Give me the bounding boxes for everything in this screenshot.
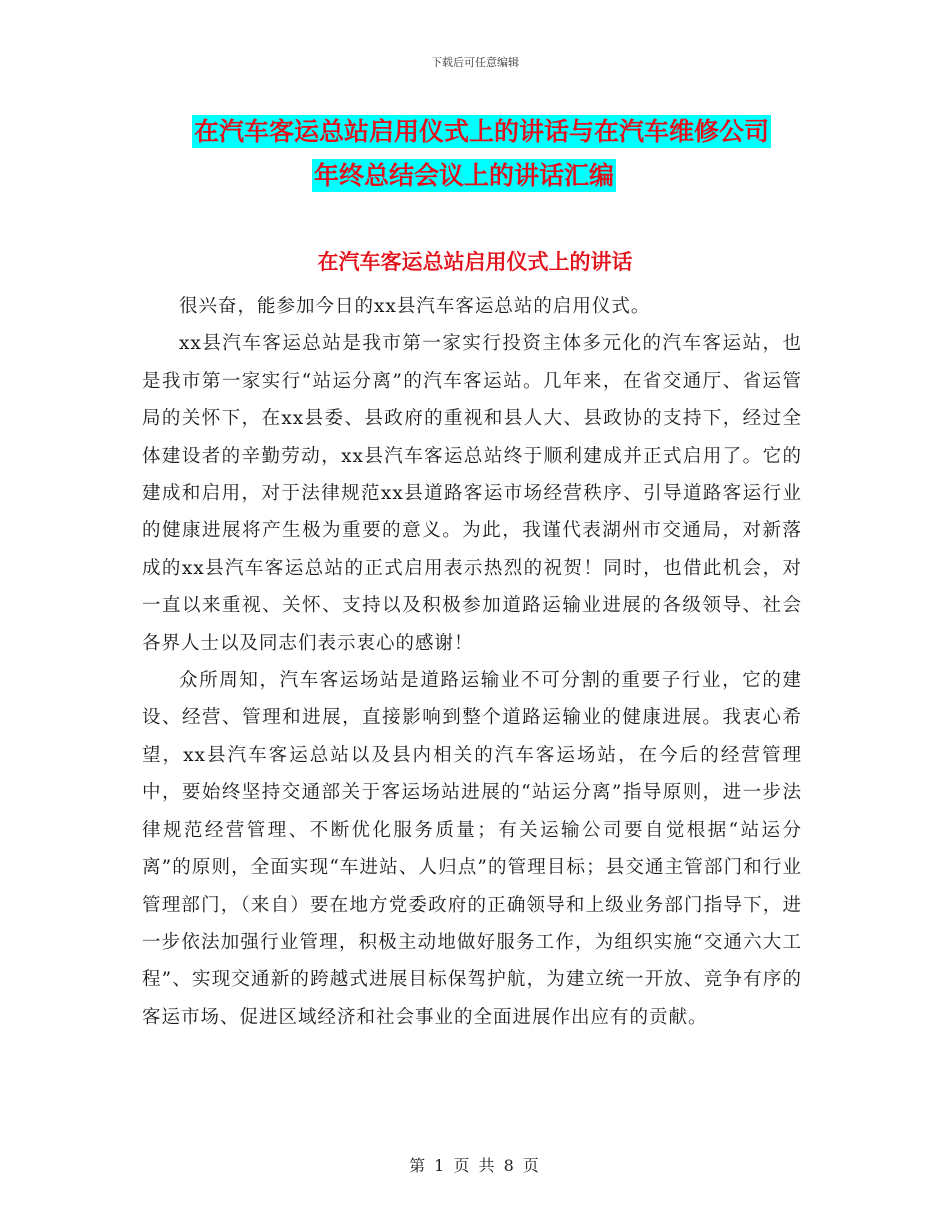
section-heading: 在汽车客运总站启用仪式上的讲话 (317, 250, 633, 274)
speech-paragraph: 众所周知，汽车客运场站是道路运输业不可分割的重要子行业，它的建设、经营、管理和进展，直接影响到整个道路运输业的健康进展。我衷心希望，xx县汽车客运总站以及县内相关的汽车客运场站，在今后的经营管理中，要始终坚持交通部关于客运场站进展的“站运分离”指导原则，进一步法律规范经营管理、不断优化服务质量；有关运输公司要自觉根据“站运分离”的原则，全面实现“车进站、人归点”的管理目标；县交通主管部门和行业管理部门，（来自）要在地方党委政府的正确领导和上级业务部门指导下，进一步依法加强行业管理，积极主动地做好服务工作，为组织实施“交通六大工程”、实现交通新的跨越式进展目标保驾护航，为建立统一开放、竞争有序的客运市场、促进区域经济和社会事业的全面进展作出应有的贡献。 (142, 670, 802, 1028)
page-header-note: 下载后可任意编辑 (431, 56, 519, 69)
document-title-line-2 (192, 154, 812, 198)
speech-paragraph: 很兴奋，能参加今日的xx县汽车客运总站的启用仪式。 (179, 296, 651, 317)
document-title-line-2-text: 年终总结会议上的讲话汇编 (314, 161, 615, 190)
document-title (192, 110, 812, 198)
page-number: 第 1 页 共 8 页 (409, 1156, 541, 1175)
speech-body (142, 288, 802, 1036)
document-title-line-1-text: 在汽车客运总站启用仪式上的讲话与在汽车维修公司 (194, 117, 770, 146)
document-title-line-1 (192, 110, 812, 154)
speech-paragraph: xx县汽车客运总站是我市第一家实行投资主体多元化的汽车客运站，也是我市第一家实行“站运分离”的汽车客运站。几年来，在省交通厅、省运管局的关怀下，在xx县委、县政府的重视和县人大、县政协的支持下，经过全体建设者的辛勤劳动，xx县汽车客运总站终于顺利建成并正式启用了。它的建成和启用，对于法律规范xx县道路客运市场经营秩序、引导道路客运行业的健康进展将产生极为重要的意义。为此，我谨代表湖州市交通局，对新落成的xx县汽车客运总站的正式启用表示热烈的祝贺！同时，也借此机会，对一直以来重视、关怀、支持以及积极参加道路运输业进展的各级领导、社会各界人士以及同志们表示衷心的感谢！ (142, 333, 802, 654)
